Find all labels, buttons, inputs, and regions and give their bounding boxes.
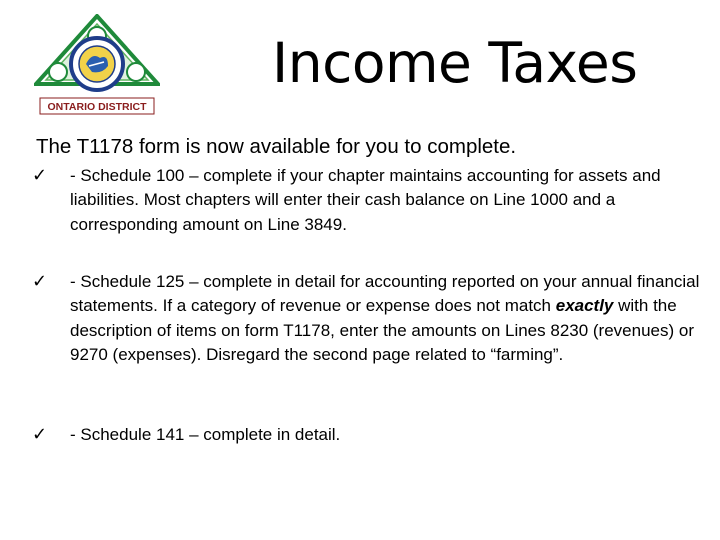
- schedule-125-text-start: - Schedule 125 – complete in detail for accounting reported on your annual financial statements. If a category of revenue or expense does not match: [70, 272, 700, 316]
- checkmark-icon: ✓: [32, 271, 48, 292]
- logo-banner-text: ONTARIO DISTRICT: [47, 101, 147, 113]
- schedule-100-text: - Schedule 100 – complete if your chapter maintains accounting for assets and liabilities. Most chapters will enter their cash balance on Line 1000 and a corresponding amount on Line 3849.: [70, 166, 661, 234]
- page-title: Income Taxes: [272, 31, 638, 95]
- schedule-125-text-end: with the description of items on form T1178, enter the amounts on Lines 8230 (revenues) or 9270 (expenses). Disregard the second page related to “farming”.: [70, 296, 694, 365]
- checkmark-icon: ✓: [32, 165, 48, 186]
- emphasis-exactly: exactly: [555, 296, 614, 316]
- intro-text: The T1178 form is now available for you to complete.: [36, 135, 517, 158]
- schedule-141-text: - Schedule 141 – complete in detail.: [70, 425, 341, 444]
- list-item: [32, 270, 720, 368]
- ontario-district-logo: [34, 14, 160, 118]
- list-item: [32, 423, 720, 447]
- checkmark-icon: ✓: [32, 424, 48, 445]
- list-item: [32, 164, 720, 237]
- schedule-125-text: [70, 272, 699, 364]
- logo-emblem-icon: [34, 14, 160, 118]
